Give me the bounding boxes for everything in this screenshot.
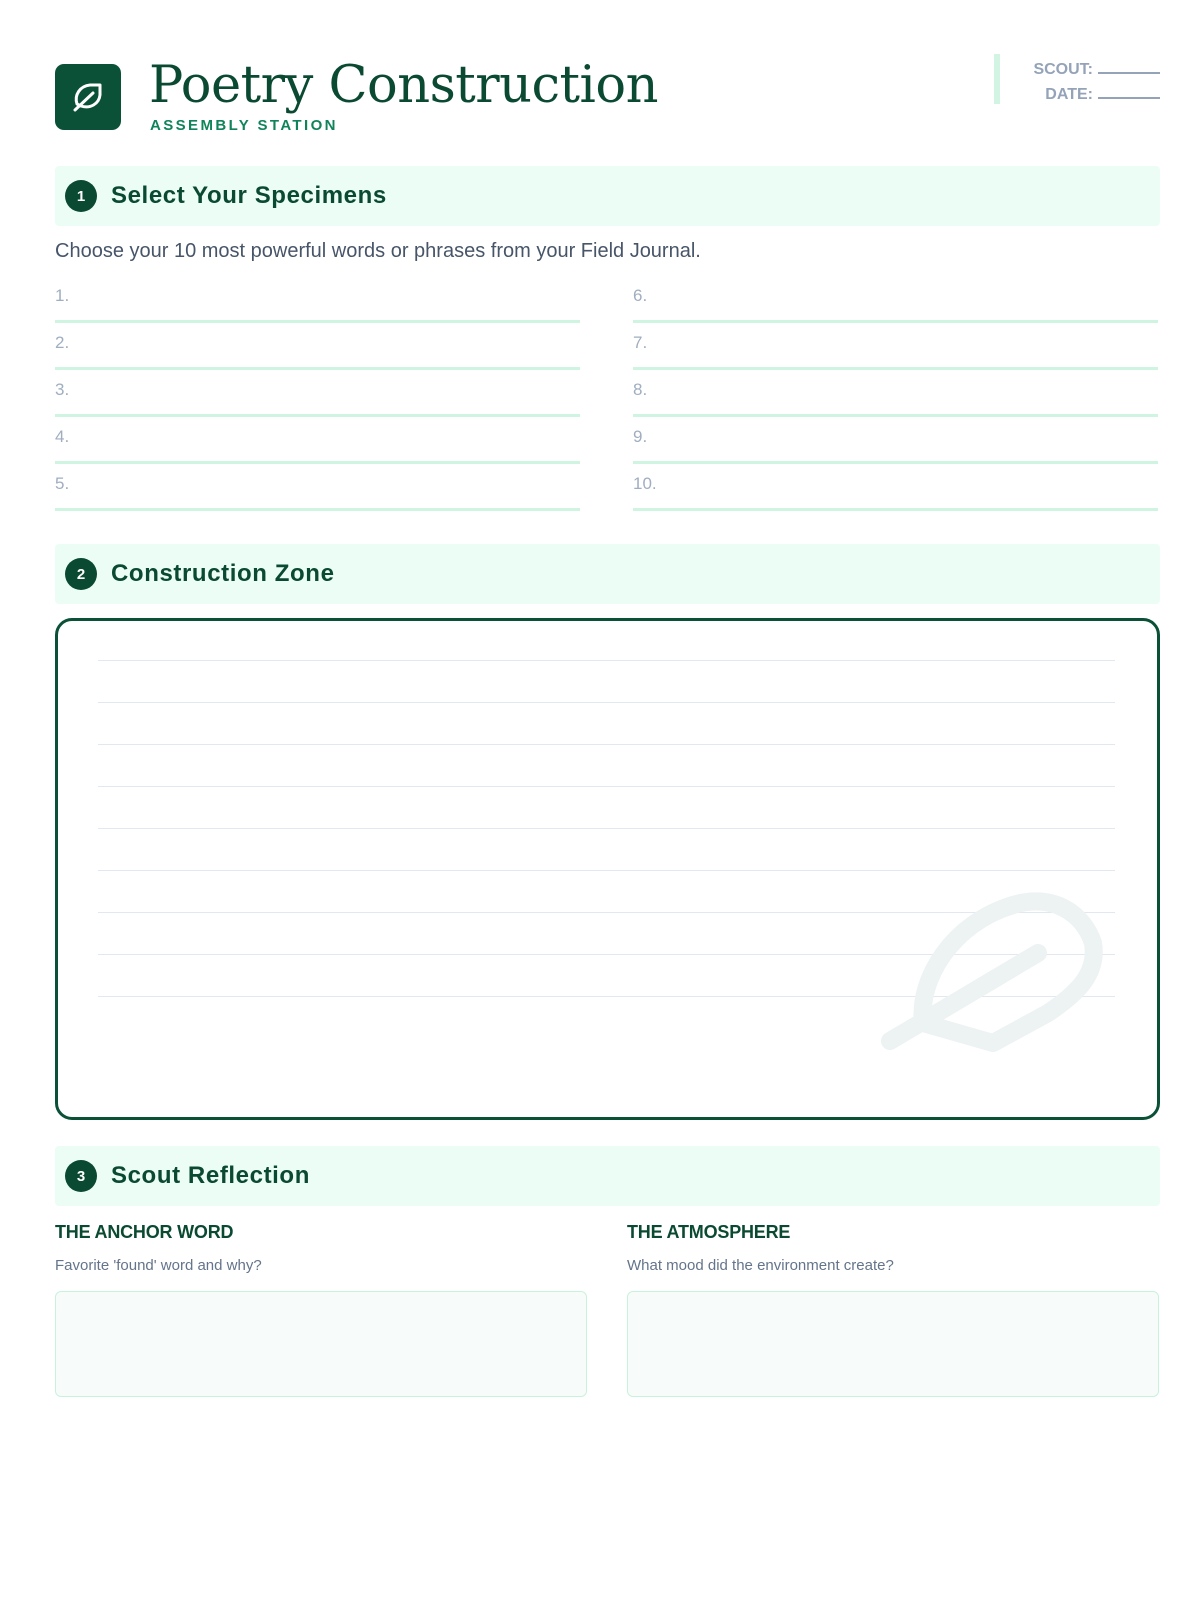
atmosphere-title: THE ATMOSPHERE	[627, 1222, 791, 1242]
specimen-line[interactable]	[633, 278, 1158, 323]
logo	[55, 64, 121, 130]
line-number: 9.	[633, 427, 648, 446]
leaf-watermark-icon	[878, 883, 1118, 1063]
page-title: Poetry Construction	[149, 56, 658, 115]
anchor-word-question: Favorite 'found' word and why?	[55, 1257, 262, 1274]
section-number: 3	[65, 1160, 97, 1192]
line-number: 1.	[55, 286, 70, 305]
specimen-line[interactable]	[633, 466, 1158, 511]
date-label: DATE:	[1045, 86, 1093, 103]
scout-label: SCOUT:	[1033, 61, 1093, 78]
specimen-line[interactable]	[55, 466, 580, 511]
scout-meta	[994, 54, 1160, 104]
atmosphere-question: What mood did the environment create?	[627, 1257, 894, 1274]
specimen-line[interactable]	[633, 419, 1158, 464]
line-number: 3.	[55, 380, 70, 399]
anchor-word-block	[55, 1222, 587, 1397]
specimen-line[interactable]	[633, 372, 1158, 417]
line-number: 2.	[55, 333, 70, 352]
section-number: 2	[65, 558, 97, 590]
section-header-construction	[55, 544, 1160, 604]
atmosphere-answer-box[interactable]	[627, 1291, 1159, 1397]
line-number: 7.	[633, 333, 648, 352]
scout-field	[1030, 54, 1160, 79]
anchor-word-title: THE ANCHOR WORD	[55, 1222, 234, 1242]
line-number: 8.	[633, 380, 648, 399]
specimen-line[interactable]	[633, 325, 1158, 370]
section-title: Select Your Specimens	[111, 182, 387, 209]
specimen-line[interactable]	[55, 419, 580, 464]
leaf-icon	[68, 77, 108, 117]
date-blank[interactable]	[1098, 97, 1160, 99]
date-field	[1030, 79, 1160, 104]
atmosphere-block	[627, 1222, 1159, 1397]
writing-line	[98, 660, 1115, 661]
specimen-line[interactable]	[55, 278, 580, 323]
construction-zone[interactable]	[55, 618, 1160, 1120]
specimens-column-right	[633, 278, 1158, 513]
specimen-line[interactable]	[55, 325, 580, 370]
specimens-column-left	[55, 278, 580, 513]
writing-line	[98, 702, 1115, 703]
writing-line	[98, 828, 1115, 829]
section-number: 1	[65, 180, 97, 212]
specimen-line[interactable]	[55, 372, 580, 417]
page-header	[55, 52, 1160, 138]
section-header-reflection	[55, 1146, 1160, 1206]
line-number: 4.	[55, 427, 70, 446]
page-subtitle: ASSEMBLY STATION	[150, 117, 338, 134]
section-title: Construction Zone	[111, 560, 335, 587]
line-number: 10.	[633, 474, 657, 493]
anchor-word-answer-box[interactable]	[55, 1291, 587, 1397]
section-title: Scout Reflection	[111, 1162, 310, 1189]
specimens-instructions: Choose your 10 most powerful words or phrases from your Field Journal.	[55, 240, 701, 262]
section-header-specimens	[55, 166, 1160, 226]
line-number: 6.	[633, 286, 648, 305]
writing-line	[98, 786, 1115, 787]
worksheet-page	[55, 52, 1160, 1274]
scout-blank[interactable]	[1098, 72, 1160, 74]
writing-line	[98, 870, 1115, 871]
line-number: 5.	[55, 474, 70, 493]
writing-line	[98, 744, 1115, 745]
